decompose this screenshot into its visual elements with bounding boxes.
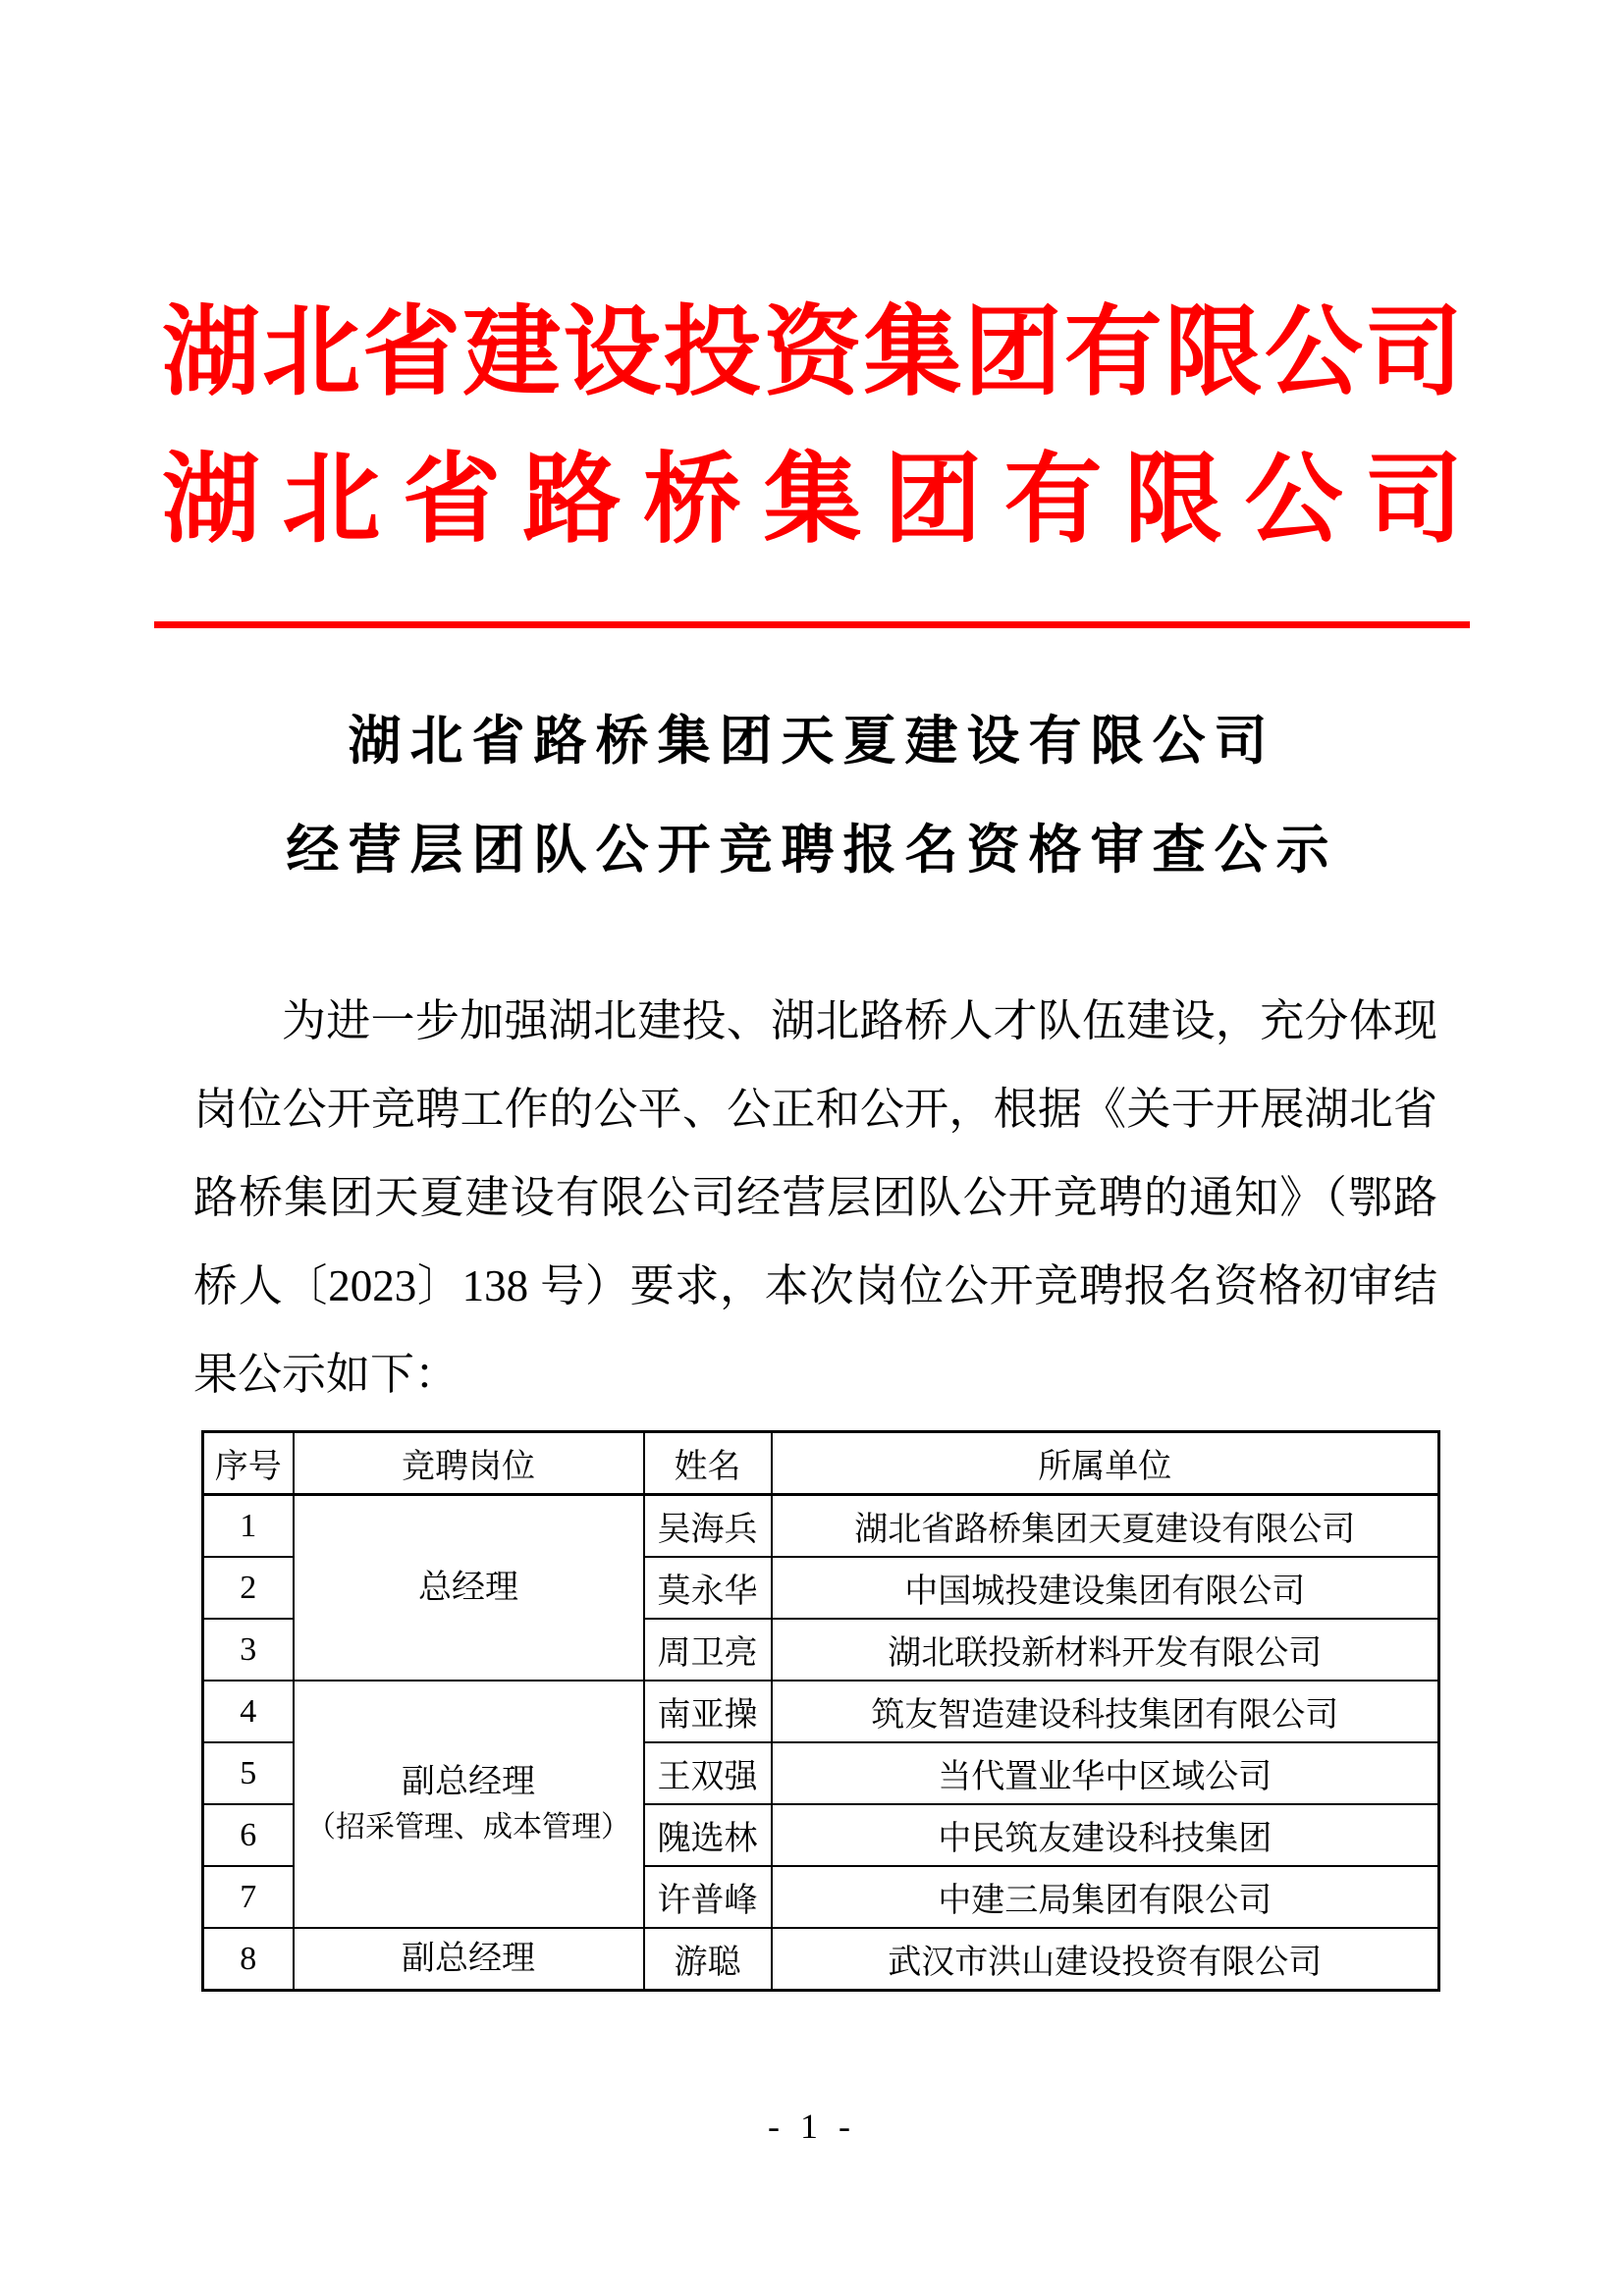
body-line: 岗位公开竞聘工作的公平、公正和公开，根据《关于开展湖北省 bbox=[193, 1085, 1437, 1134]
applicants-table bbox=[201, 1430, 1440, 1992]
name-cell: 王双强 bbox=[644, 1742, 772, 1804]
header-name: 姓名 bbox=[644, 1432, 772, 1495]
position-label: 副总经理 bbox=[402, 1764, 535, 1800]
header-position: 竞聘岗位 bbox=[294, 1432, 644, 1495]
unit-cell: 湖北省路桥集团天夏建设有限公司 bbox=[772, 1495, 1439, 1558]
position-sublabel: （招采管理、成本管理） bbox=[306, 1811, 630, 1843]
position-cell-gm bbox=[294, 1495, 644, 1682]
document-title-line-2: 经营层团队公开竞聘报名资格审查公示 bbox=[286, 821, 1338, 880]
name-cell: 游聪 bbox=[644, 1928, 772, 1991]
unit-cell: 武汉市洪山建设投资有限公司 bbox=[772, 1928, 1439, 1991]
name-cell: 吴海兵 bbox=[644, 1495, 772, 1558]
unit-cell: 筑友智造建设科技集团有限公司 bbox=[772, 1681, 1439, 1742]
seq-cell: 6 bbox=[203, 1804, 294, 1866]
letterhead bbox=[162, 280, 1463, 574]
seq-cell: 5 bbox=[203, 1742, 294, 1804]
unit-cell: 当代置业华中区域公司 bbox=[772, 1742, 1439, 1804]
body-line: 桥人〔2023〕138 号）要求，本次岗位公开竞聘报名资格初审结 bbox=[193, 1261, 1437, 1310]
unit-cell: 中民筑友建设科技集团 bbox=[772, 1804, 1439, 1866]
name-cell: 周卫亮 bbox=[644, 1619, 772, 1681]
seq-cell: 7 bbox=[203, 1866, 294, 1928]
name-cell: 莫永华 bbox=[644, 1557, 772, 1619]
letterhead-line-2: 湖 北 省 路 桥 集 团 有 限 公 司 bbox=[162, 446, 1463, 555]
body-paragraph bbox=[193, 977, 1437, 1418]
body-line: 为进一步加强湖北建投、湖北路桥人才队伍建设，充分体现 bbox=[282, 996, 1437, 1045]
seq-cell: 4 bbox=[203, 1681, 294, 1742]
seq-cell: 1 bbox=[203, 1495, 294, 1558]
header-seq: 序号 bbox=[203, 1432, 294, 1495]
position-cell-dgm2 bbox=[294, 1928, 644, 1991]
name-cell: 南亚操 bbox=[644, 1681, 772, 1742]
red-divider-rule bbox=[154, 621, 1470, 628]
table-row bbox=[203, 1928, 1439, 1991]
position-cell-dgm bbox=[294, 1681, 644, 1928]
position-label: 总经理 bbox=[418, 1569, 518, 1606]
seq-cell: 2 bbox=[203, 1557, 294, 1619]
letterhead-line-1: 湖 北 省 建 设 投 资 集 团 有 限 公 司 bbox=[162, 298, 1463, 407]
seq-cell: 8 bbox=[203, 1928, 294, 1991]
unit-cell: 湖北联投新材料开发有限公司 bbox=[772, 1619, 1439, 1681]
table-header-row bbox=[203, 1432, 1439, 1495]
unit-cell: 中国城投建设集团有限公司 bbox=[772, 1557, 1439, 1619]
name-cell: 隗选林 bbox=[644, 1804, 772, 1866]
seq-cell: 3 bbox=[203, 1619, 294, 1681]
header-unit: 所属单位 bbox=[772, 1432, 1439, 1495]
position-label: 副总经理 bbox=[402, 1940, 535, 1977]
document-title-line-1: 湖北省路桥集团天夏建设有限公司 bbox=[348, 712, 1276, 771]
table-row bbox=[203, 1495, 1439, 1558]
table-row bbox=[203, 1681, 1439, 1742]
name-cell: 许普峰 bbox=[644, 1866, 772, 1928]
page-number: - 1 - bbox=[768, 2107, 856, 2146]
unit-cell: 中建三局集团有限公司 bbox=[772, 1866, 1439, 1928]
body-line: 果公示如下： bbox=[193, 1350, 460, 1399]
body-line: 路桥集团天夏建设有限公司经营层团队公开竞聘的通知》（鄂路 bbox=[193, 1173, 1437, 1222]
